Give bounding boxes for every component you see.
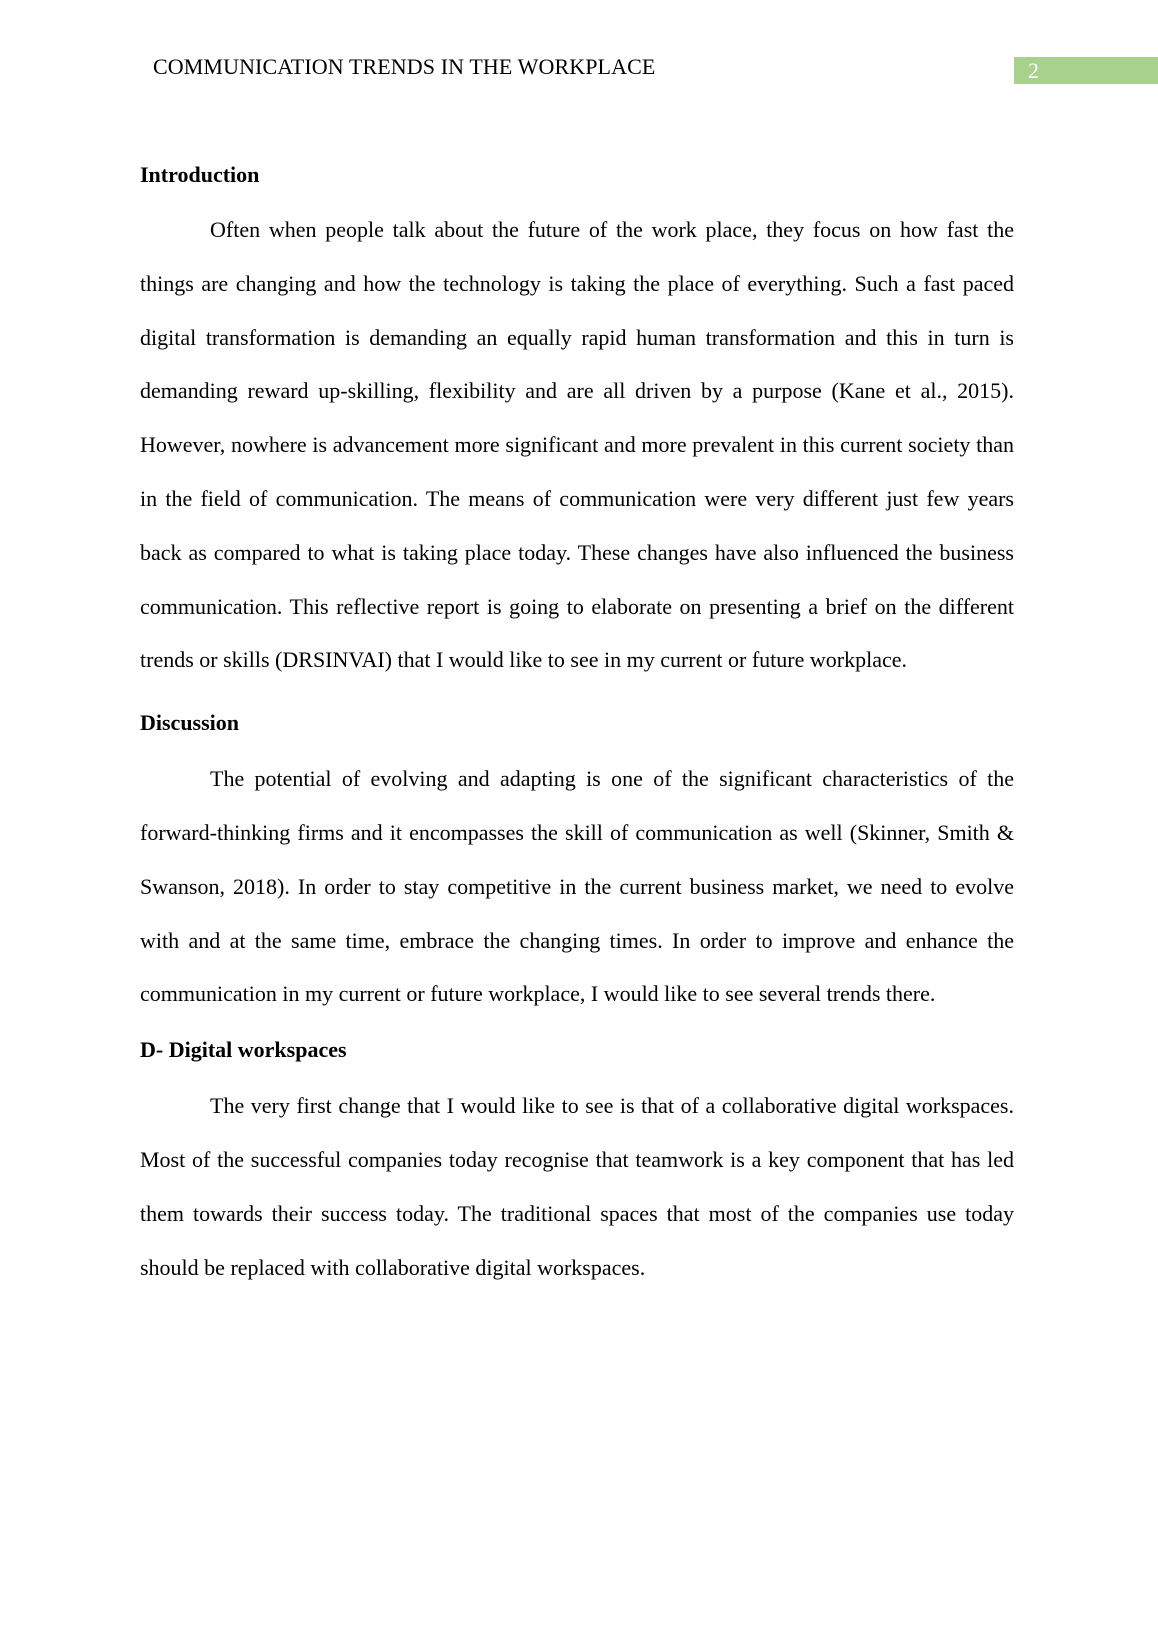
paragraph-introduction: Often when people talk about the future of the work place, they focus on how fast the things are changing and how the technology is taking the place of everything. Such a fast paced digital transformation is demanding an equally rapid human transformation and this in turn is demanding reward up-skilling, flexibility and are all driven by a purpose (Kane et al., 2015). However, nowhere is advancement more significant and more prevalent in this current society than in the field of communication. The means of communication were very different just few years back as compared to what is taking place today. These changes have also influenced the business communication. This reflective report is going to elaborate on presenting a brief on the different trends or skills (DRSINVAI) that I would like to see in my current or future workplace. <box>140 217 1014 673</box>
paragraph-discussion: The potential of evolving and adapting is one of the significant characteristics of the forward-thinking firms and it encompasses the skill of communication as well (Skinner, Smith & Swanson, 2018). In order to stay competitive in the current business market, we need to evolve with and at the same time, embrace the changing times. In order to improve and enhance the communication in my current or future workplace, I would like to see several trends there. <box>140 766 1014 1007</box>
section-heading-digital-workspaces: D- Digital workspaces <box>140 1037 347 1063</box>
page-number-box <box>1014 57 1158 84</box>
paragraph-digital-workspaces: The very first change that I would like to see is that of a collaborative digital workspaces. Most of the successful companies today recognise that teamwork is a key component that has led them towards their success today. The traditional spaces that most of the companies use today should be replaced with collaborative digital workspaces. <box>140 1093 1014 1280</box>
running-head: COMMUNICATION TRENDS IN THE WORKPLACE <box>153 54 656 79</box>
section-heading-discussion: Discussion <box>140 710 240 736</box>
page-number: 2 <box>1028 58 1039 83</box>
section-heading-introduction: Introduction <box>140 162 260 187</box>
document-body <box>140 160 1014 1294</box>
